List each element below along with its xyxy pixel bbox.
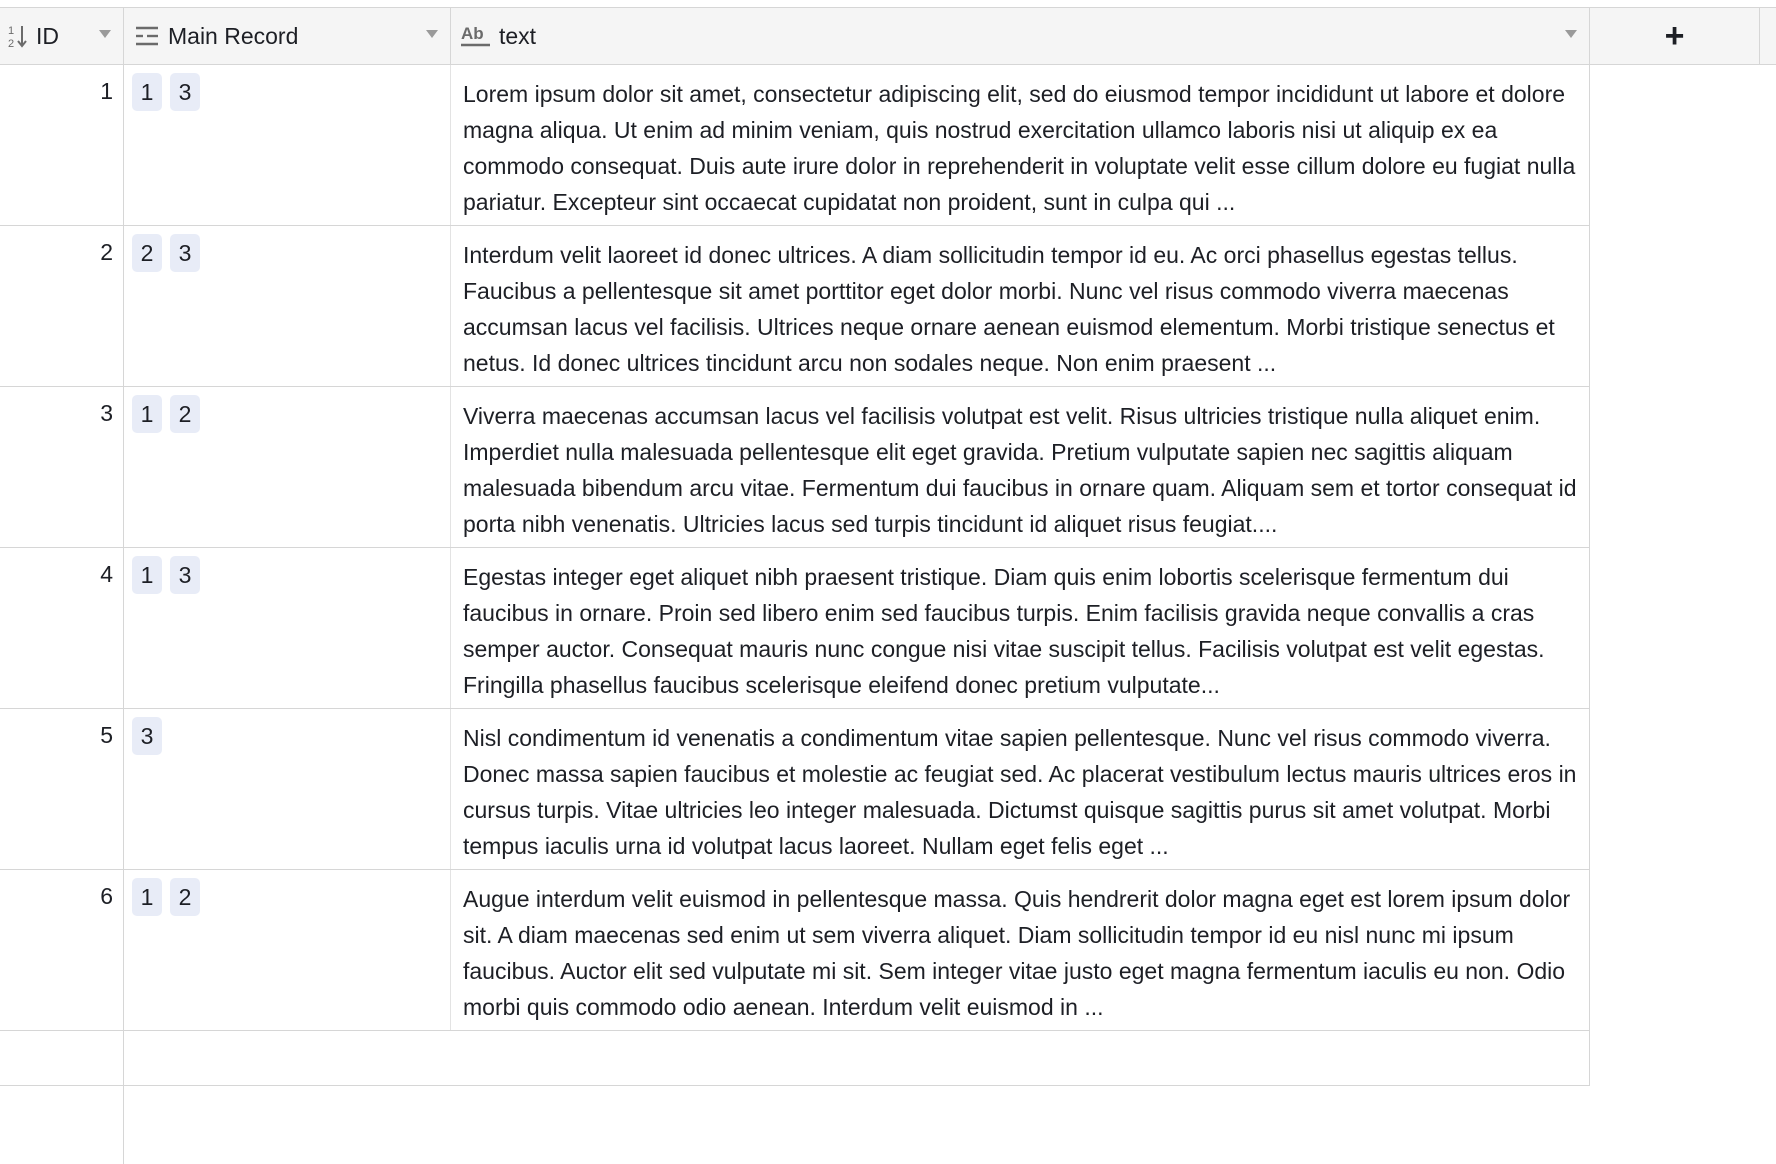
new-row-id-cell[interactable] bbox=[0, 1031, 124, 1085]
record-link-pill[interactable]: 3 bbox=[170, 556, 200, 594]
main-record-cell[interactable] bbox=[124, 65, 451, 225]
column-header-text[interactable] bbox=[451, 8, 1590, 64]
text-cell[interactable] bbox=[451, 870, 1590, 1030]
column-header-id[interactable] bbox=[0, 8, 124, 64]
id-cell[interactable]: 5 bbox=[0, 709, 124, 869]
text-cell-value: Augue interdum velit euismod in pellentesque massa. Quis hendrerit dolor magna eget est lorem ipsum dolor sit. A diam maecenas sed enim ut sem viverra aliquet. Diam sollicitudin tempor id eu nisl nunc mi ipsum faucibus. Auctor elit sed vulputate mi sit. Sem integer vitae justo eget magna fermentum iaculis eu non. Odio morbi quis commodo odio aenean. Interdum velit euismod in ... bbox=[463, 886, 1571, 1020]
main-record-cell[interactable] bbox=[124, 226, 451, 386]
table-row[interactable] bbox=[0, 548, 1590, 709]
gutter-divider bbox=[123, 1086, 124, 1164]
table-row[interactable] bbox=[0, 387, 1590, 548]
id-cell[interactable]: 3 bbox=[0, 387, 124, 547]
plus-icon[interactable]: + bbox=[1664, 17, 1685, 55]
record-link-pill[interactable]: 2 bbox=[170, 395, 200, 433]
text-cell-value: Interdum velit laoreet id donec ultrices. A diam sollicitudin tempor id eu. Ac orci phasellus egestas tellus. Faucibus a pellentesque sit amet porttitor eget dolor morbi. Nunc vel risus commodo viverra maecenas accumsan lacus vel facilisis. Ultrices neque ornare aenean euismod elementum. Morbi tristique senectus et netus. Id donec ultrices tincidunt arcu non sodales neque. Non enim praesent ... bbox=[463, 242, 1555, 376]
record-link-pill[interactable]: 2 bbox=[132, 234, 162, 272]
new-row-cell[interactable] bbox=[124, 1031, 1590, 1085]
column-header-label: ID bbox=[36, 22, 59, 49]
text-cell[interactable] bbox=[451, 709, 1590, 869]
grid-header bbox=[0, 7, 1776, 65]
header-filler bbox=[1760, 8, 1776, 64]
svg-text:Ab: Ab bbox=[461, 24, 484, 43]
chevron-down-icon[interactable] bbox=[99, 30, 111, 38]
text-cell[interactable] bbox=[451, 65, 1590, 225]
text-cell-value: Viverra maecenas accumsan lacus vel facilisis volutpat est velit. Risus ultricies tristique nulla aliquet enim. Imperdiet nulla malesuada pellentesque elit eget gravida. Pretium vulputate sapien nec sagittis aliquam malesuada bibendum arcu vitae. Fermentum dui faucibus in ornare quam. Aliquam sem et tortor consequat id porta nibh venenatis. Ultricies lacus sed turpis tincidunt id aliquet risus feugiat.... bbox=[463, 403, 1577, 537]
text-cell[interactable] bbox=[451, 226, 1590, 386]
column-header-label: text bbox=[499, 22, 537, 49]
record-link-pill[interactable]: 3 bbox=[132, 717, 162, 755]
lookup-list-icon bbox=[134, 25, 160, 47]
main-record-cell[interactable] bbox=[124, 709, 451, 869]
text-field-icon bbox=[461, 23, 491, 49]
chevron-down-icon[interactable] bbox=[426, 30, 438, 38]
record-link-pill[interactable]: 2 bbox=[170, 878, 200, 916]
text-cell-value: Nisl condimentum id venenatis a condimentum vitae sapien pellentesque. Nunc vel risus commodo viverra. Donec massa sapien faucibus et molestie ac feugiat sed. Ac placerat vestibulum lectus mauris ultrices eros in cursus turpis. Vitae ultricies leo integer malesuada. Dictumst quisque sagittis purus sit amet volutpat. Morbi tempus iaculis urna id volutpat lacus laoreet. Nullam eget felis eget ... bbox=[463, 725, 1577, 859]
svg-text:1: 1 bbox=[8, 25, 15, 37]
record-link-pill[interactable]: 1 bbox=[132, 878, 162, 916]
main-record-cell[interactable] bbox=[124, 548, 451, 708]
main-record-cell[interactable] bbox=[124, 387, 451, 547]
table-row[interactable] bbox=[0, 709, 1590, 870]
add-column-button[interactable] bbox=[1590, 8, 1760, 64]
main-record-cell[interactable] bbox=[124, 870, 451, 1030]
text-cell[interactable] bbox=[451, 548, 1590, 708]
table-row[interactable] bbox=[0, 65, 1590, 226]
id-cell[interactable]: 1 bbox=[0, 65, 124, 225]
record-link-pill[interactable]: 1 bbox=[132, 556, 162, 594]
record-link-pill[interactable]: 1 bbox=[132, 395, 162, 433]
record-link-pill[interactable]: 3 bbox=[170, 234, 200, 272]
svg-text:2: 2 bbox=[8, 38, 15, 49]
id-cell[interactable]: 2 bbox=[0, 226, 124, 386]
record-link-pill[interactable]: 3 bbox=[170, 73, 200, 111]
id-cell[interactable]: 4 bbox=[0, 548, 124, 708]
id-cell[interactable]: 6 bbox=[0, 870, 124, 1030]
sort-number-icon bbox=[8, 23, 28, 49]
grid-body bbox=[0, 65, 1590, 1031]
text-cell-value: Lorem ipsum dolor sit amet, consectetur adipiscing elit, sed do eiusmod tempor incididunt ut labore et dolore magna aliqua. Ut enim ad minim veniam, quis nostrud exercitation ullamco laboris nisi ut aliquip ex ea commodo consequat. Duis aute irure dolor in reprehenderit in voluptate velit esse cillum dolore eu fugiat nulla pariatur. Excepteur sint occaecat cupidatat non proident, sunt in culpa qui ... bbox=[463, 81, 1576, 215]
table-row[interactable] bbox=[0, 226, 1590, 387]
table-row[interactable] bbox=[0, 870, 1590, 1031]
chevron-down-icon[interactable] bbox=[1565, 30, 1577, 38]
new-row-placeholder[interactable] bbox=[0, 1031, 1590, 1086]
record-link-pill[interactable]: 1 bbox=[132, 73, 162, 111]
text-cell[interactable] bbox=[451, 387, 1590, 547]
column-header-main-record[interactable] bbox=[124, 8, 451, 64]
text-cell-value: Egestas integer eget aliquet nibh praesent tristique. Diam quis enim lobortis scelerisque fermentum dui faucibus in ornare. Proin sed libero enim sed faucibus turpis. Enim facilisis gravida neque convallis a cras semper auctor. Consequat mauris nunc congue nisi vitae suscipit tellus. Facilisis volutpat est velit egestas. Fringilla phasellus faucibus scelerisque eleifend donec pretium vulputate... bbox=[463, 564, 1545, 698]
column-header-label: Main Record bbox=[168, 22, 299, 49]
